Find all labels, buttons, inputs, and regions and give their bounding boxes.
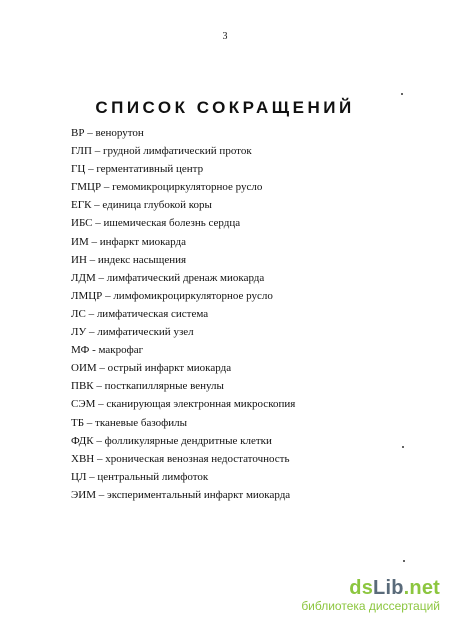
dslib-watermark[interactable] [301,578,440,614]
abbreviation-separator: – [96,362,108,375]
abbreviation-term: ЕГК [71,199,92,212]
abbreviation-item [71,323,295,341]
logo-subtitle: библиотека диссертаций [301,599,440,613]
abbreviation-definition: индекс насыщения [97,253,187,266]
abbreviation-term: ЦЛ [71,470,87,483]
abbreviation-separator: – [86,326,98,339]
abbreviation-term: ЛС [71,307,86,320]
abbreviation-separator: – [86,470,98,483]
abbreviation-item [71,468,295,486]
abbreviation-item [71,233,295,251]
abbreviation-separator: – [93,380,105,393]
abbreviation-separator: – [102,289,114,302]
abbreviation-separator: – [91,199,103,212]
abbreviation-separator: – [88,235,100,248]
page-heading: СПИСОК СОКРАЩЕНИЙ [95,98,355,117]
abbreviation-list [71,124,295,504]
abbreviation-item [71,178,295,196]
abbreviation-definition: фолликулярные дендритные клетки [104,434,272,447]
abbreviation-separator: – [85,163,97,176]
abbreviation-term: ИН [71,253,87,266]
abbreviation-definition: инфаркт миокарда [99,235,187,248]
abbreviation-separator: – [92,217,104,230]
abbreviation-term: МФ [71,344,90,357]
abbreviation-item [71,305,295,323]
abbreviation-definition: посткапиллярные венулы [104,380,224,393]
abbreviation-definition: хроническая венозная недостаточность [105,452,290,465]
dslib-logo [301,578,440,598]
abbreviation-separator: – [95,271,107,284]
abbreviation-definition: лимфатический дренаж миокарда [106,271,265,284]
abbreviation-item [71,269,295,287]
abbreviation-item [71,341,295,359]
abbreviation-term: ЛДМ [71,271,96,284]
logo-lib: Lib [373,577,404,599]
abbreviation-item [71,287,295,305]
abbreviation-item [71,432,295,450]
abbreviation-item [71,359,295,377]
abbreviation-separator: - [89,344,99,357]
abbreviation-definition: герментативный центр [96,163,204,176]
abbreviation-term: ОИМ [71,362,97,375]
abbreviation-term: ПВК [71,380,94,393]
abbreviation-term: ЭИМ [71,488,96,501]
abbreviation-term: ХВН [71,452,95,465]
abbreviation-definition: лимфатический узел [97,326,194,339]
logo-ds: ds [349,577,374,599]
abbreviation-separator: – [95,398,107,411]
abbreviation-item [71,214,295,232]
logo-net: .net [403,577,440,599]
scan-speck [402,446,404,448]
abbreviation-definition: макрофаг [98,344,144,357]
abbreviation-separator: – [91,145,103,158]
abbreviation-term: ЛУ [71,326,87,339]
abbreviation-definition: лимфомикроциркуляторное русло [113,289,273,302]
abbreviation-separator: – [96,488,107,501]
abbreviation-separator: – [86,253,98,266]
abbreviation-term: СЭМ [71,398,96,411]
abbreviation-item [71,395,295,413]
abbreviation-definition: гемомикроциркуляторное русло [112,181,263,194]
abbreviation-item [71,142,295,160]
abbreviation-term: ГЦ [71,163,86,176]
abbreviation-definition: венорутон [95,127,144,139]
abbreviation-separator: – [84,416,96,429]
abbreviation-term: ФДК [71,434,94,447]
abbreviation-item [71,124,295,142]
page-number: 3 [222,31,228,42]
abbreviation-definition: тканевые базофилы [95,416,188,429]
abbreviation-item [71,450,295,468]
abbreviation-term: ГЛП [71,145,92,158]
abbreviation-term: ТБ [71,416,85,429]
abbreviation-term: ИБС [71,217,93,230]
abbreviation-term: ЛМЦР [71,289,103,302]
abbreviation-definition: центральный лимфоток [97,470,209,483]
abbreviation-item [71,377,295,395]
abbreviation-separator: – [84,127,96,139]
abbreviation-separator: – [94,452,106,465]
scan-speck [401,93,403,95]
abbreviation-definition: лимфатическая система [96,307,209,320]
abbreviation-separator: – [93,434,105,447]
abbreviation-definition: экспериментальный инфаркт миокарда [107,488,291,501]
abbreviation-definition: острый инфаркт миокарда [107,362,232,375]
abbreviation-item [71,414,295,432]
abbreviation-definition: сканирующая электронная микроскопия [106,398,296,411]
abbreviation-term: ГМЦР [71,181,102,194]
abbreviation-definition: ишемическая болезнь сердца [103,217,241,230]
scan-speck [403,560,405,562]
abbreviation-item [71,251,295,269]
abbreviation-term: ИМ [71,235,89,248]
abbreviation-separator: – [101,181,113,194]
abbreviation-item [71,160,295,178]
abbreviation-separator: – [85,307,97,320]
abbreviation-item [71,486,295,504]
abbreviation-term: ВР [71,127,85,139]
abbreviation-definition: единица глубокой коры [102,199,212,212]
abbreviation-item [71,196,295,214]
abbreviation-definition: грудной лимфатический проток [102,145,252,158]
